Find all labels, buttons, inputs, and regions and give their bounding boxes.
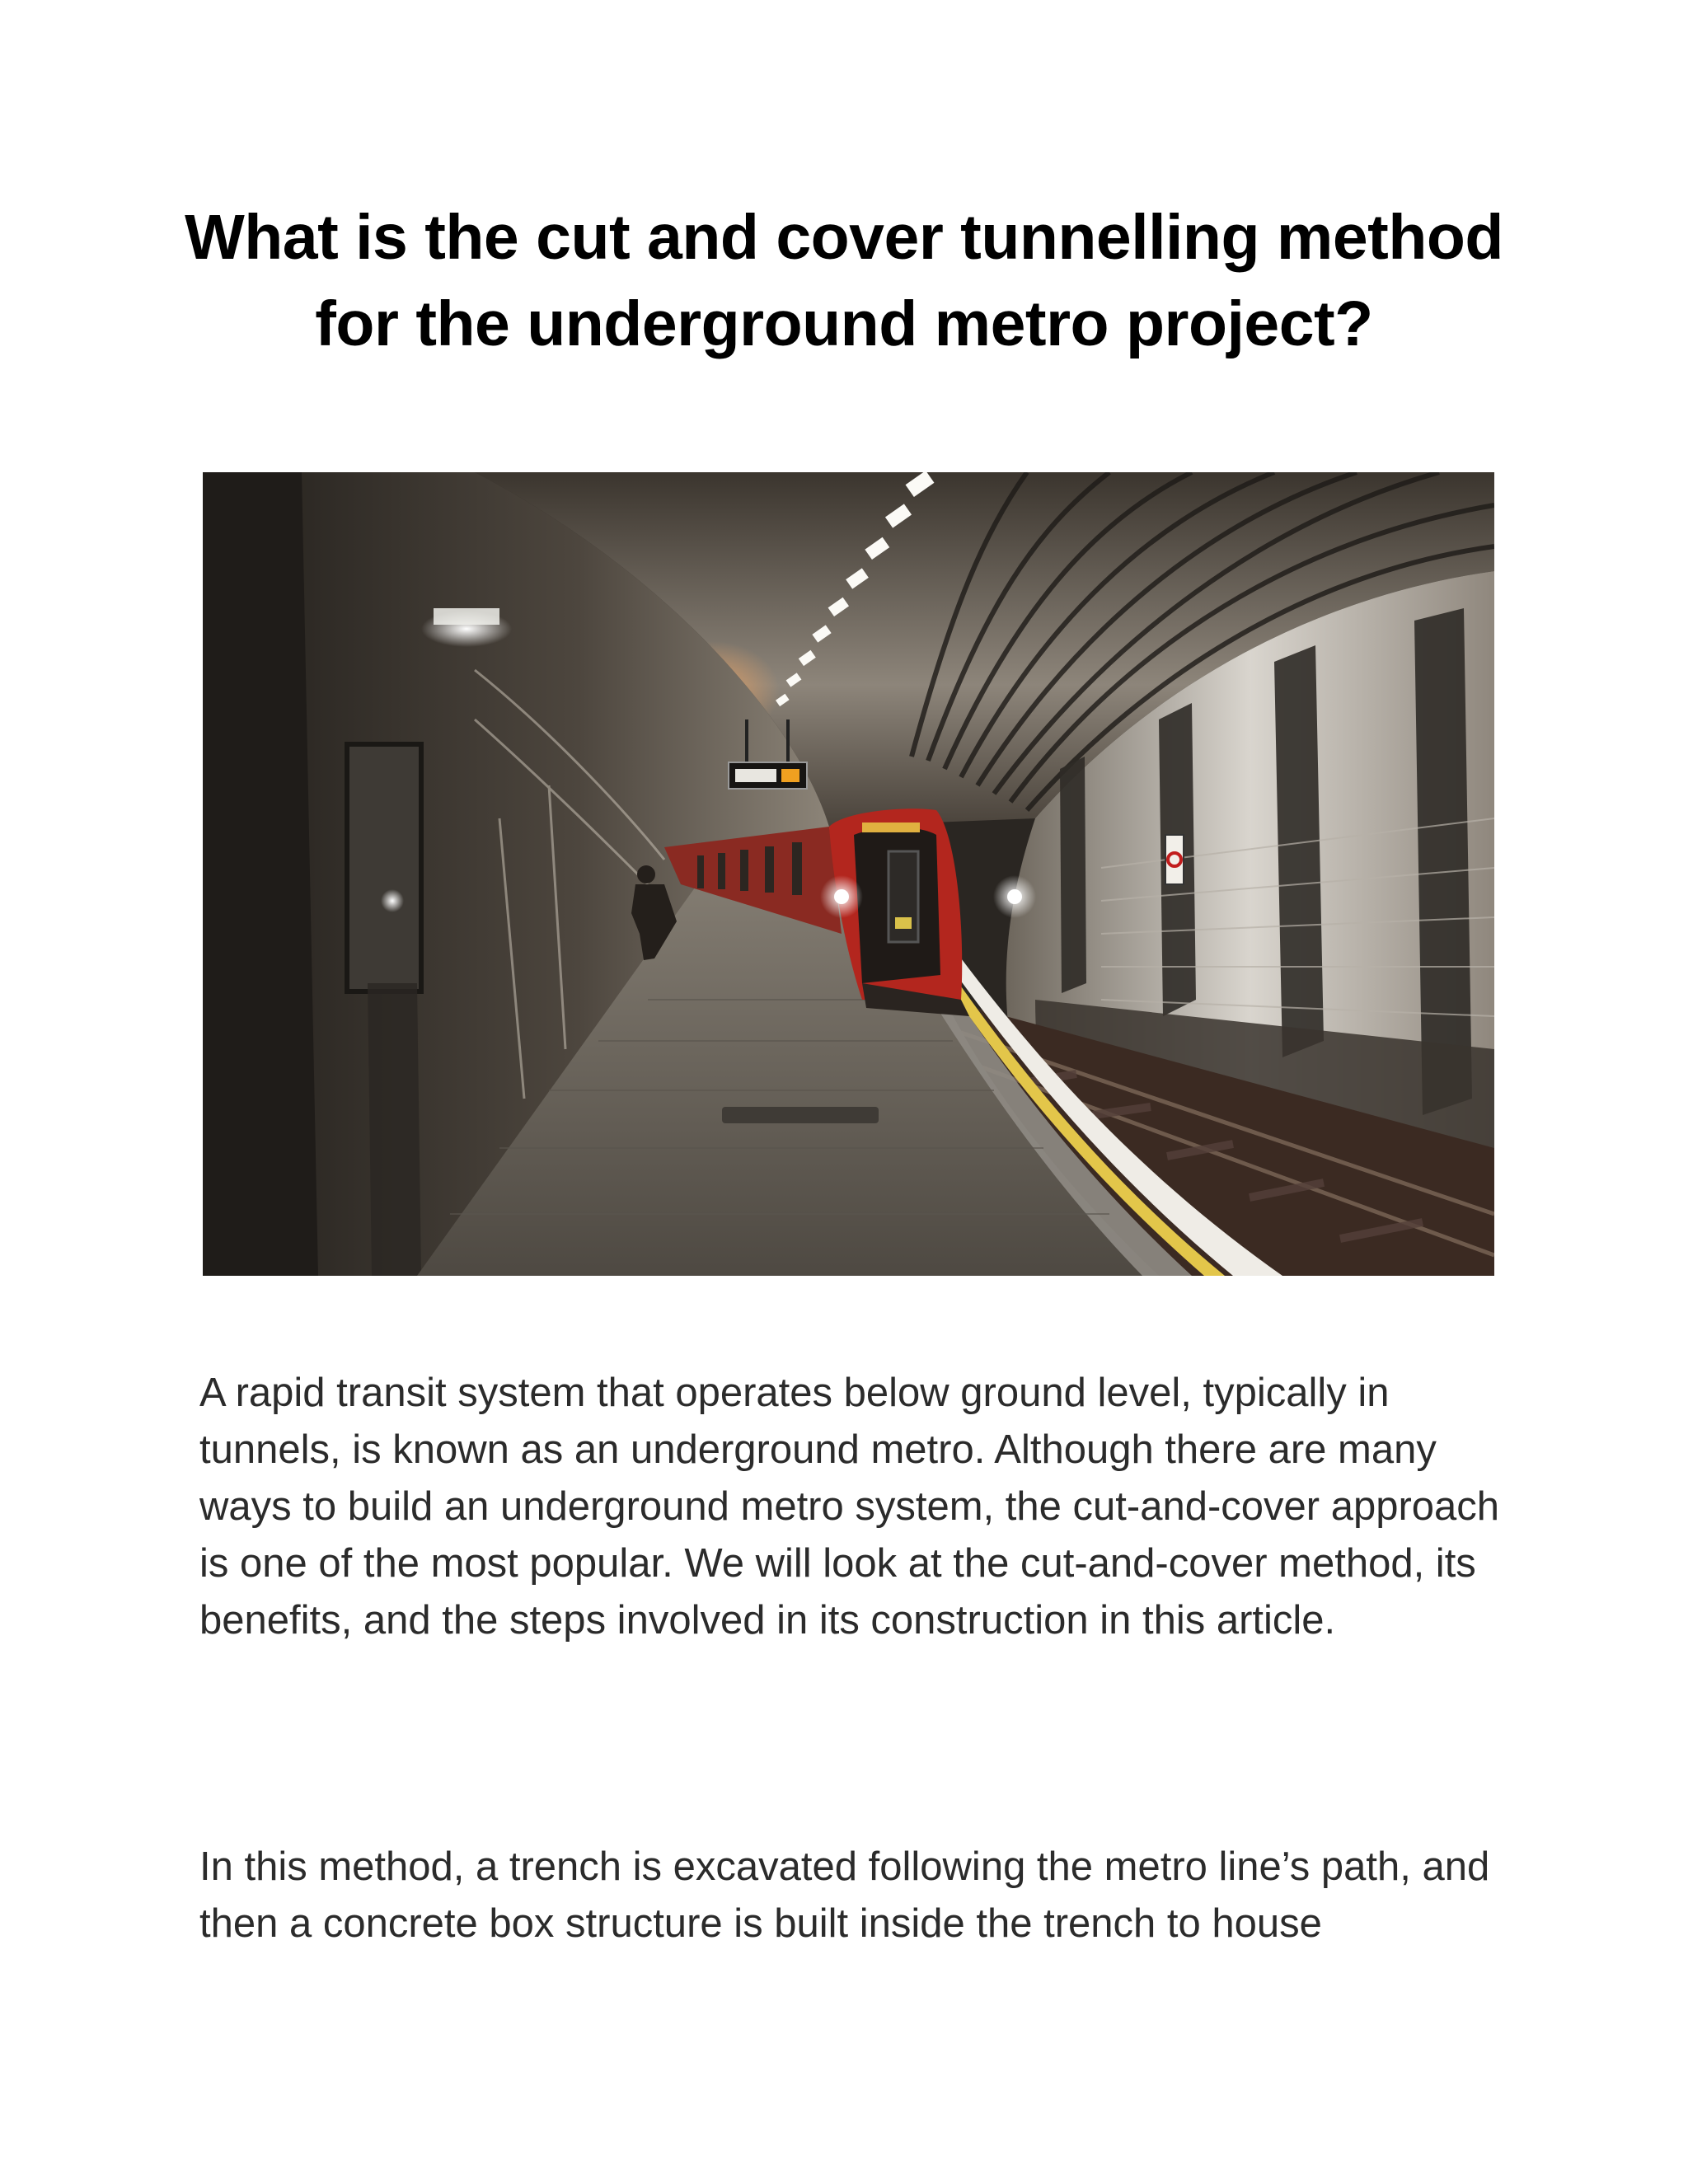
- intro-paragraph: A rapid transit system that operates below ground level, typically in tunnels, is known as an underground metro. Although there are many ways to build an underground metro system, the cut-and-cover approach is one of the most popular. We will look at the cut-and-cover method, its benefits, and the steps involved in its construction in this article.: [199, 1371, 1500, 1643]
- metro-station-image: [203, 472, 1494, 1276]
- article-title: What is the cut and cover tunnelling method for the underground metro project?: [185, 202, 1503, 359]
- method-paragraph: In this method, a trench is excavated following the metro line’s path, and then a concrete box structure is built inside the trench to house: [199, 1844, 1490, 1946]
- metro-photo-illustration: [203, 472, 1494, 1276]
